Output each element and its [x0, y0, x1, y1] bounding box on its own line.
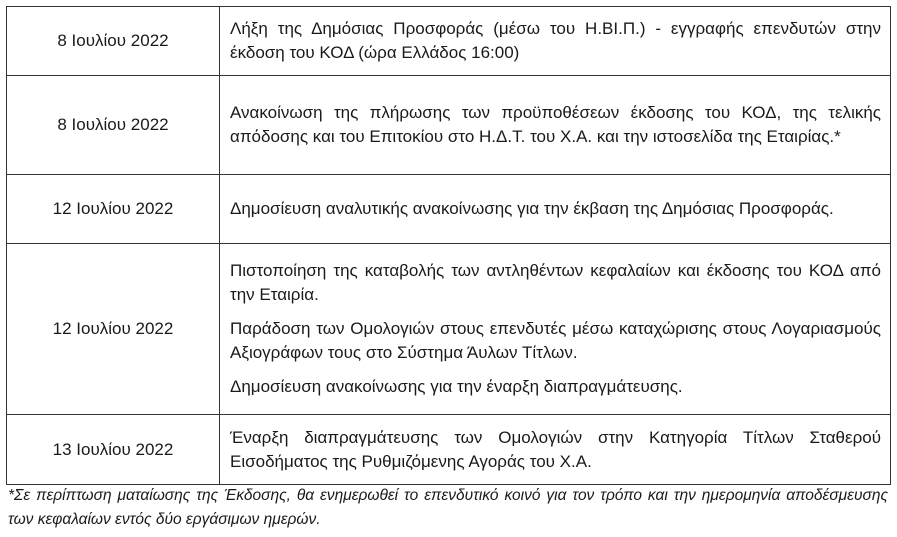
footnote: *Σε περίπτωση ματαίωσης της Έκδοσης, θα ενημερωθεί το επενδυτικό κοινό για τον τρόπο και την ημερομηνία αποδέσμευσης των κεφαλαίων εντός δύο εργάσιμων ημερών. — [8, 487, 888, 528]
description-text: Δημοσίευση ανακοίνωσης για την έναρξη διαπραγμάτευσης. — [230, 377, 683, 396]
description-cell — [220, 175, 891, 244]
description-cell — [220, 7, 891, 76]
date-cell: 12 Ιουλίου 2022 — [7, 175, 220, 244]
table-row — [7, 76, 891, 175]
date-cell: 12 Ιουλίου 2022 — [7, 244, 220, 415]
table-row — [7, 415, 891, 485]
timetable — [6, 6, 891, 485]
description-text: Πιστοποίηση της καταβολής των αντληθέντων κεφαλαίων και έκδοσης του ΚΟΔ από την Εταιρία. — [230, 261, 881, 304]
date-cell: 13 Ιουλίου 2022 — [7, 415, 220, 485]
description-cell — [220, 415, 891, 485]
description-cell — [220, 76, 891, 175]
description-text: Ανακοίνωση της πλήρωσης των προϋποθέσεων έκδοσης του ΚΟΔ, της τελικής απόδοσης και του Επιτοκίου στο Η.Δ.Τ. του Χ.Α. και την ιστοσελίδα της Εταιρίας.* — [230, 103, 881, 146]
description-text: Παράδοση των Ομολογιών στους επενδυτές μέσω καταχώρισης στους Λογαριασμούς Αξιογράφων τους στο Σύστημα Άυλων Τίτλων. — [230, 319, 881, 362]
description-text: Λήξη της Δημόσιας Προσφοράς (μέσω του Η.ΒΙ.Π.) - εγγραφής επενδυτών στην έκδοση του ΚΟΔ (ώρα Ελλάδος 16:00) — [230, 19, 881, 62]
table-row — [7, 175, 891, 244]
date-cell: 8 Ιουλίου 2022 — [7, 76, 220, 175]
description-text: Δημοσίευση αναλυτικής ανακοίνωσης για την έκβαση της Δημόσιας Προσφοράς. — [230, 199, 834, 218]
description-cell — [220, 244, 891, 415]
table-row — [7, 244, 891, 415]
description-text: Έναρξη διαπραγμάτευσης των Ομολογιών στην Κατηγορία Τίτλων Σταθερού Εισοδήματος της Ρυθμιζόμενης Αγοράς του Χ.Α. — [230, 427, 881, 471]
table-row — [7, 7, 891, 76]
date-cell: 8 Ιουλίου 2022 — [7, 7, 220, 76]
